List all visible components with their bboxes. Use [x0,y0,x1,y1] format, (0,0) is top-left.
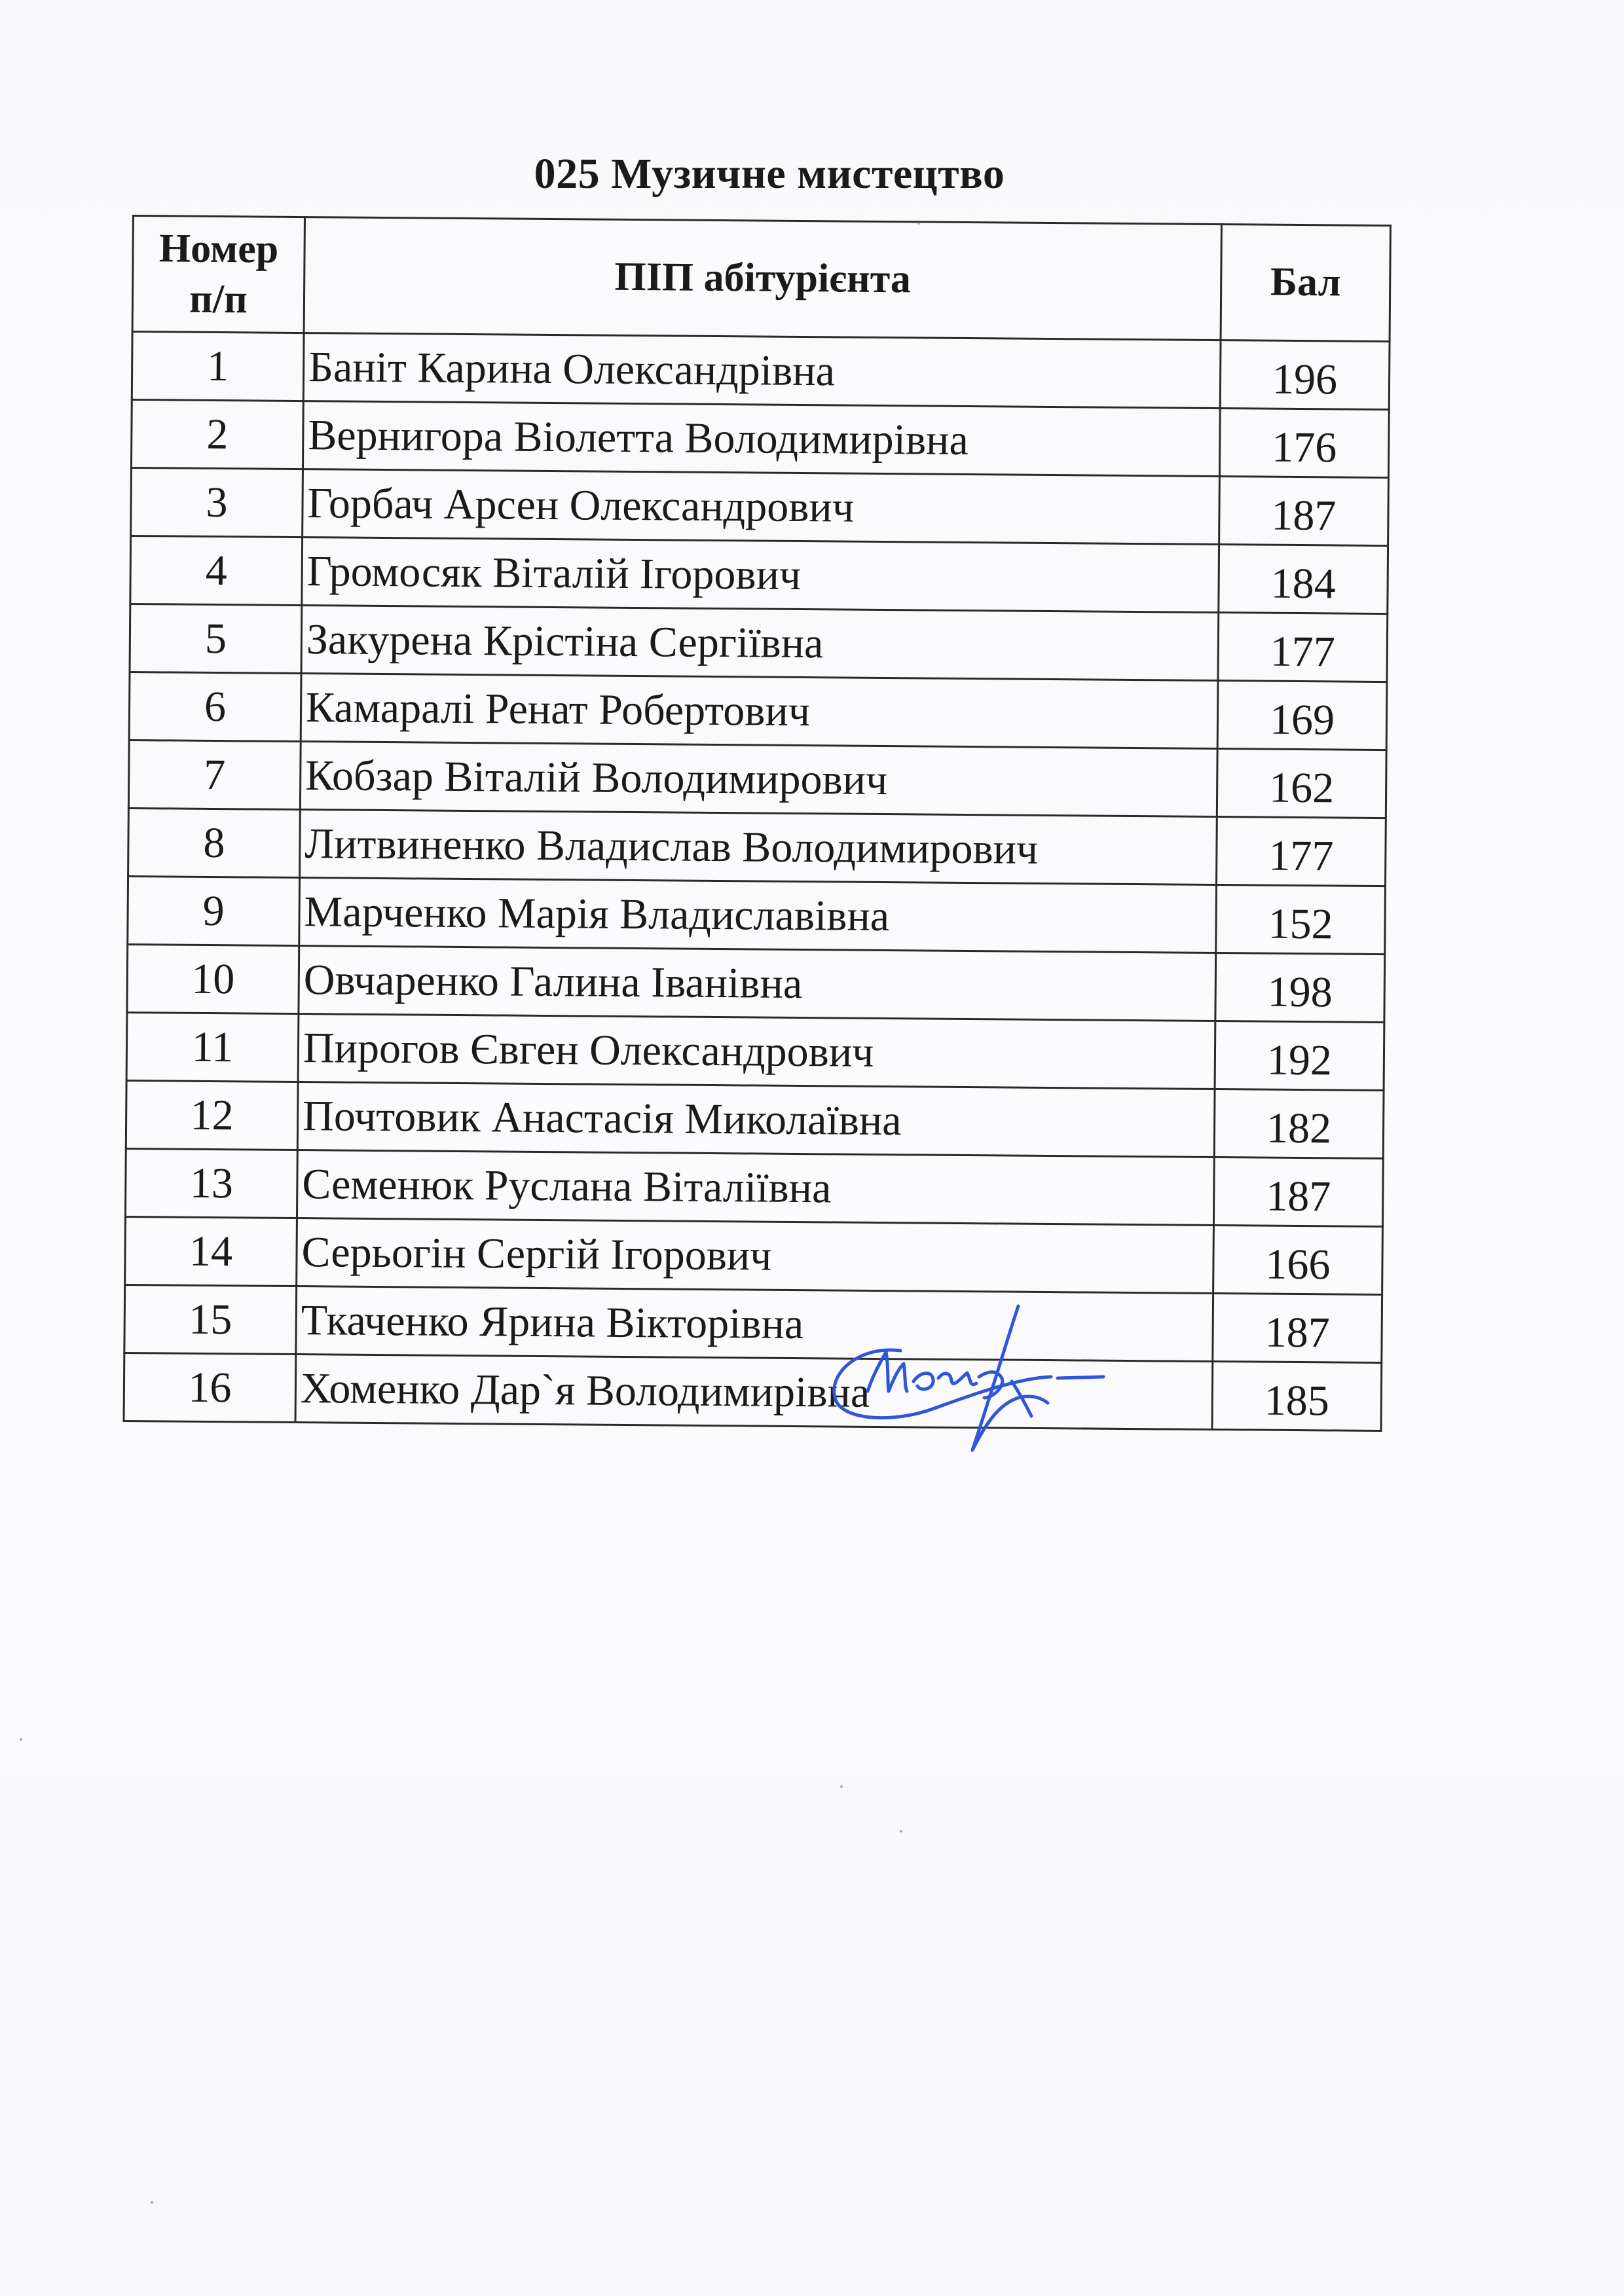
table-row [126,1012,1384,1090]
applicant-name: Громосяк Віталій Ігорович [302,538,1219,613]
applicant-name: Кобзар Віталій Володимирович [300,742,1217,817]
row-number: 14 [125,1216,297,1286]
row-number: 15 [124,1285,297,1354]
scan-speck [20,1738,22,1741]
row-number: 7 [128,740,301,809]
applicant-score: 192 [1215,1021,1384,1091]
row-number: 16 [124,1353,296,1422]
table-body [124,332,1390,1431]
table-row [132,332,1390,410]
table-row [130,604,1388,682]
applicant-name: Марченко Марія Владиславівна [299,878,1217,953]
table-row [131,400,1389,478]
scan-speck [917,222,920,225]
applicant-name: Вернигора Віолетта Володимирівна [303,401,1220,477]
applicant-score: 169 [1217,681,1387,750]
applicant-score: 187 [1219,477,1389,546]
row-number: 3 [131,467,303,537]
applicant-score: 166 [1213,1226,1383,1295]
applicant-name: Камаралі Ренат Робертович [301,674,1218,749]
applicant-score: 152 [1216,885,1386,955]
scan-speck [900,1830,902,1832]
table-row [125,1216,1383,1294]
table-header-row [132,216,1390,342]
header-name: ПІП абітурієнта [304,217,1221,340]
applicant-name: Овчаренко Галина Іванівна [299,946,1216,1021]
row-number: 2 [131,400,303,469]
table-row [128,808,1386,886]
row-number: 1 [132,332,304,401]
row-number: 12 [126,1080,298,1150]
applicant-score: 162 [1217,749,1386,818]
applicant-name: Серьогін Сергій Ігорович [297,1218,1214,1294]
table-row [128,876,1386,954]
table-row [127,944,1385,1022]
applicant-name: Закурена Крістіна Сергіївна [301,606,1219,681]
table-row [129,672,1387,750]
row-number: 8 [128,808,301,877]
applicant-name: Семенюк Руслана Віталіївна [297,1150,1214,1226]
table-row [124,1285,1382,1362]
applicant-score: 177 [1217,817,1386,886]
table-row [126,1080,1384,1158]
row-number: 5 [130,604,302,673]
table-row [128,740,1386,818]
document-title: 025 Музичне мистецтво [534,150,1005,198]
applicant-score: 198 [1215,953,1385,1023]
applicant-score: 182 [1214,1089,1384,1159]
row-number: 4 [130,536,303,605]
applicant-name: Ткаченко Ярина Вікторівна [296,1286,1213,1362]
results-table [123,215,1392,1432]
row-number: 11 [126,1012,299,1082]
applicant-score: 187 [1213,1157,1383,1227]
applicant-name: Почтовик Анастасія Миколаївна [297,1082,1215,1157]
applicant-score: 176 [1219,409,1389,478]
applicant-score: 185 [1212,1362,1382,1431]
applicant-name: Литвиненко Владислав Володимирович [300,810,1217,885]
handwritten-signature [822,1300,1110,1470]
row-number: 9 [128,876,300,945]
applicant-score: 196 [1220,340,1390,410]
scan-speck [840,1785,843,1788]
table-row [131,467,1389,545]
row-number: 13 [125,1148,297,1218]
applicant-score: 177 [1218,613,1388,682]
results-table-container [123,215,1390,1432]
applicant-score: 187 [1213,1294,1382,1363]
header-number: Номер п/п [132,216,304,333]
applicant-name: Баніт Карина Олександрівна [303,333,1221,409]
applicant-name: Хоменко Дар`я Володимирівна [295,1355,1213,1430]
table-row [130,536,1388,613]
header-score: Бал [1221,225,1390,342]
applicant-name: Горбач Арсен Олександрович [303,469,1220,545]
scan-speck [151,2201,153,2204]
row-number: 10 [127,944,299,1013]
table-row [125,1148,1383,1226]
table-row [124,1353,1382,1430]
applicant-score: 184 [1219,545,1388,614]
row-number: 6 [129,672,301,741]
applicant-name: Пирогов Євген Олександрович [298,1014,1215,1089]
